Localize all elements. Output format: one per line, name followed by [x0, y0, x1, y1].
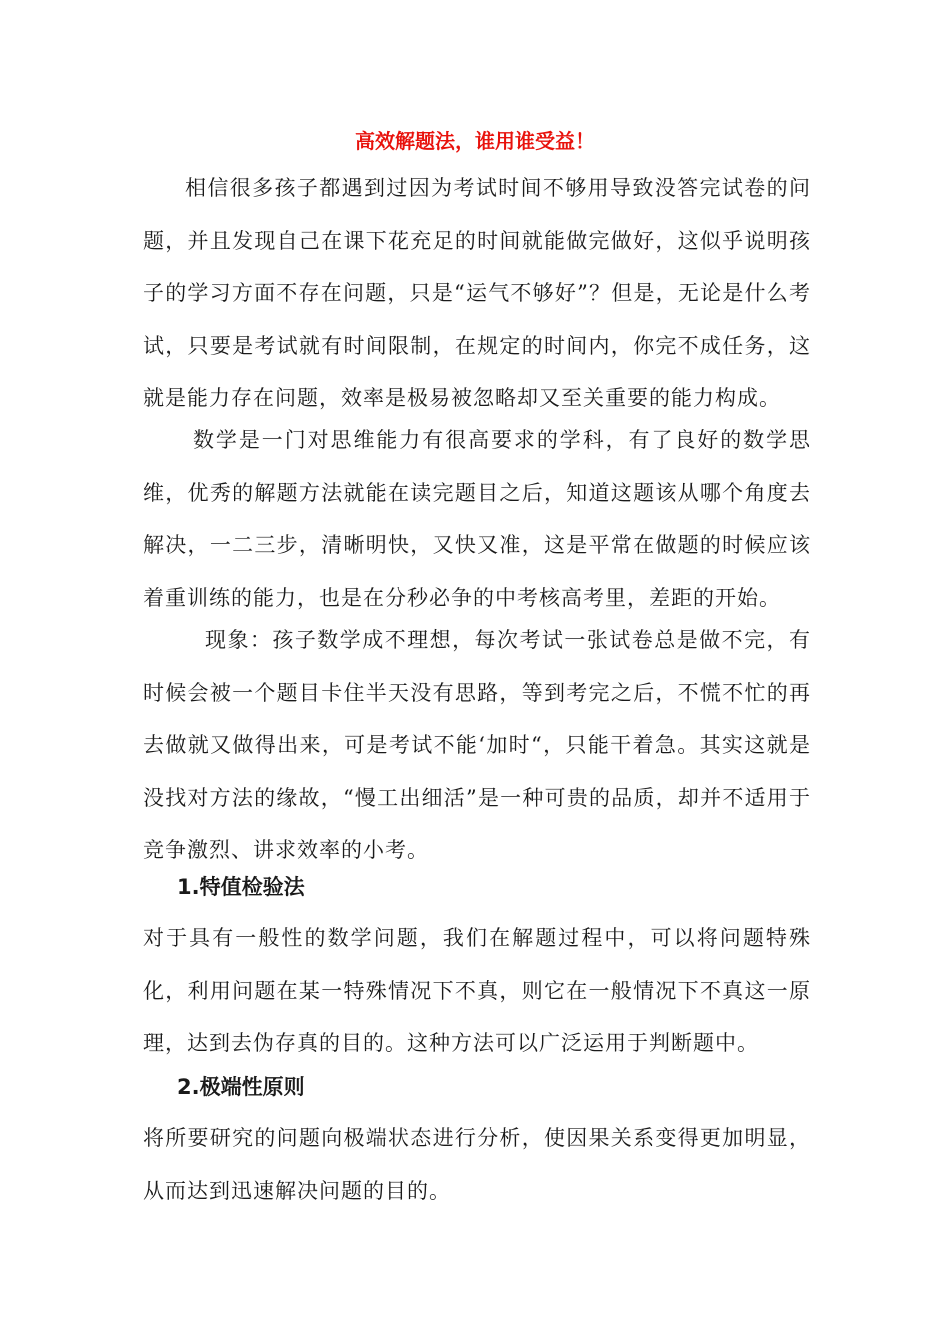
- paragraph-intro: 相信很多孩子都遇到过因为考试时间不够用导致没答完试卷的问题，并且发现自己在课下花充足的时间就能做完做好，这似乎说明孩子的学习方面不存在问题，只是“运气不够好”？但是，无论是什么考试，只要是考试就有时间限制，在规定的时间内，你完不成任务，这就是能力存在问题，效率是极易被忽略却又至关重要的能力构成。: [143, 176, 811, 410]
- paragraph-phenomenon: 现象：孩子数学成不理想，每次考试一张试卷总是做不完，有时候会被一个题目卡住半天没有思路，等到考完之后，不慌不忙的再去做就又做得出来，可是考试不能‘加时“，只能干着急。其实这就是没找对方法的缘故，“慢工出细活”是一种可贵的品质，却并不适用于竞争激烈、讲求效率的小考。: [143, 628, 811, 862]
- paragraph-math-thinking: 数学是一门对思维能力有很高要求的学科，有了良好的数学思维，优秀的解题方法就能在读完题目之后，知道这题该从哪个角度去解决，一二三步，清晰明快，又快又准，这是平常在做题的时候应该着重训练的能力，也是在分秒必争的中考核高考里，差距的开始。: [143, 428, 811, 610]
- section-heading-2: 2.极端性原则: [177, 1075, 305, 1099]
- document-title: 高效解题法，谁用谁受益！: [355, 129, 595, 153]
- section-heading-1: 1.特值检验法: [177, 875, 305, 899]
- section-body-1: 对于具有一般性的数学问题，我们在解题过程中，可以将问题特殊化，利用问题在某一特殊情况下不真，则它在一般情况下不真这一原理，达到去伪存真的目的。这种方法可以广泛运用于判断题中。: [143, 926, 811, 1055]
- section-body-2: 将所要研究的问题向极端状态进行分析，使因果关系变得更加明显，从而达到迅速解决问题的目的。: [143, 1126, 811, 1203]
